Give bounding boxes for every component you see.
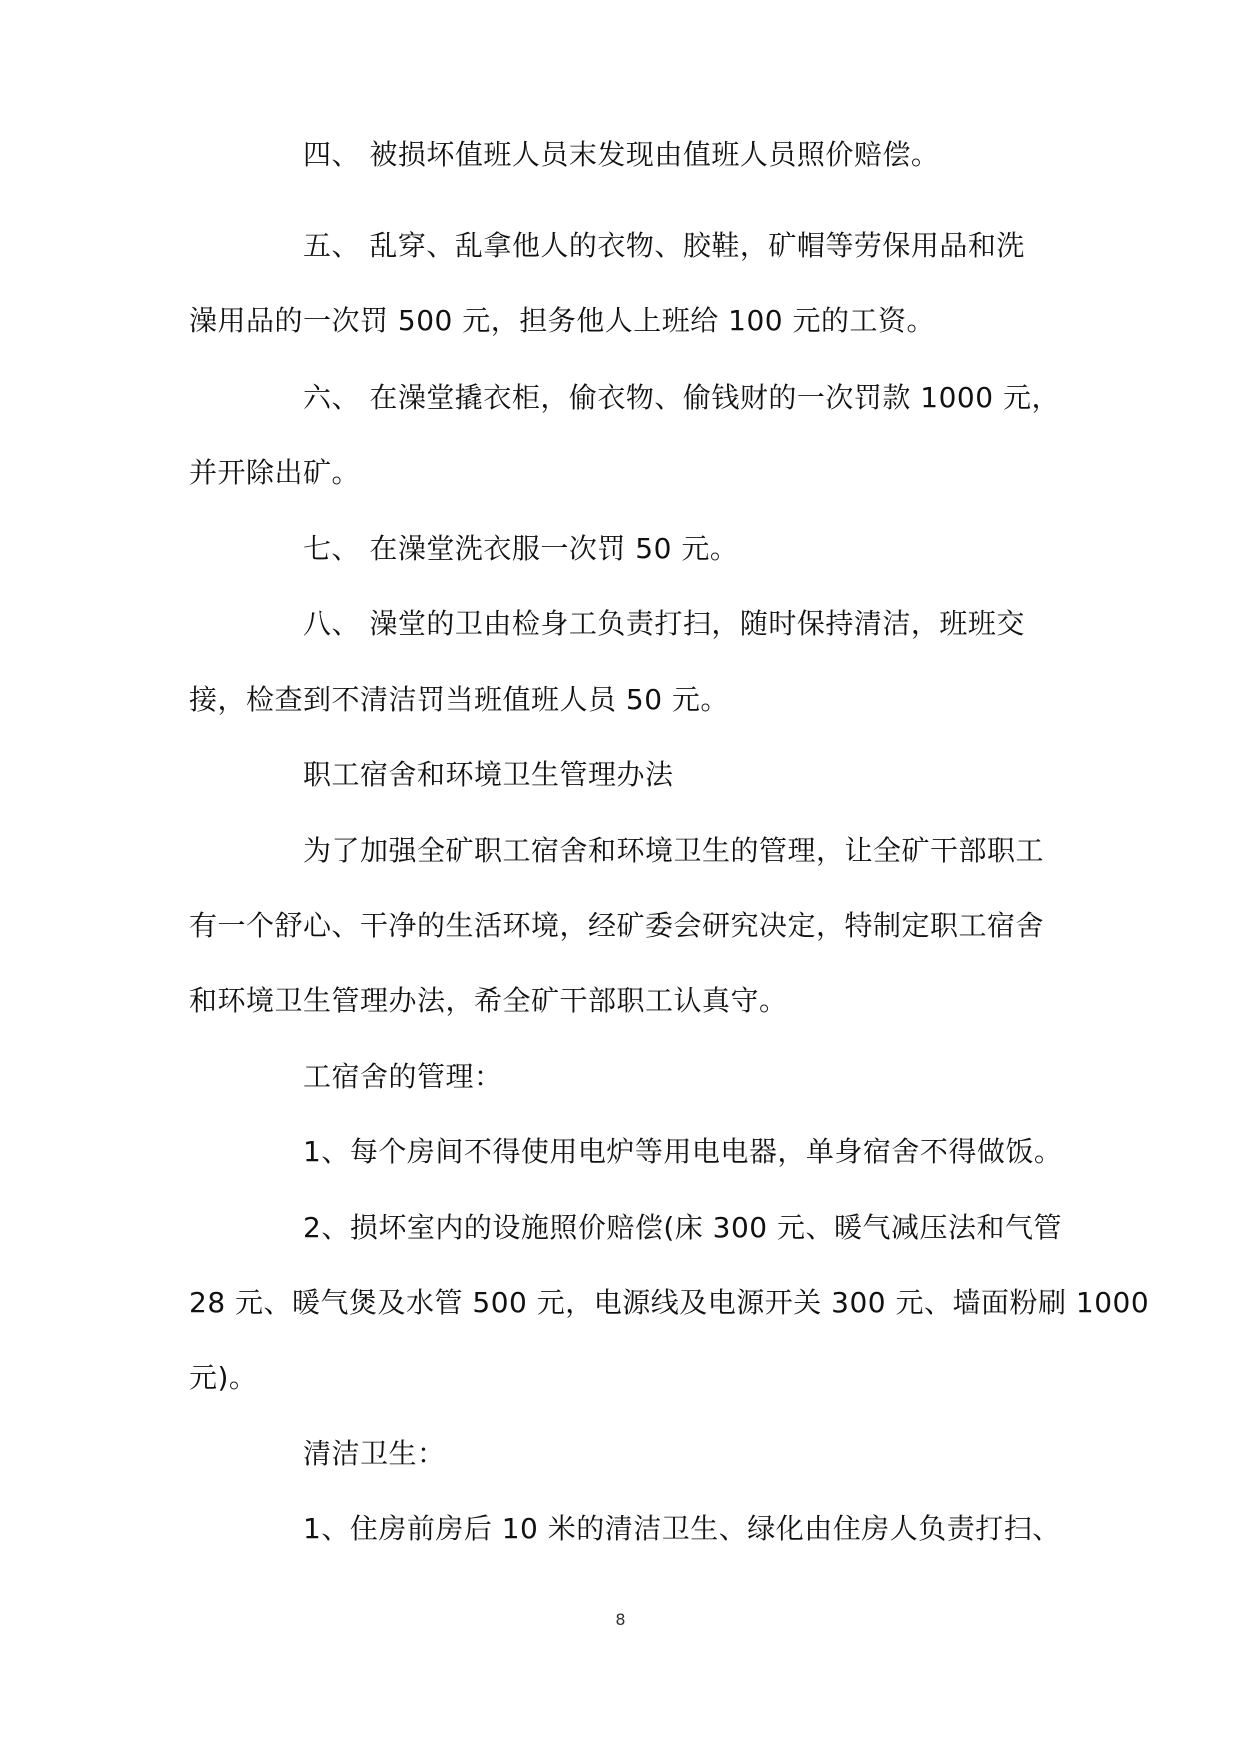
text-line: 28 元、暖气煲及水管 500 元，电源线及电源开关 300 元、墙面粉刷 1000	[189, 1286, 1150, 1319]
text-line: 2、损坏室内的设施照价赔偿(床 300 元、暖气减压法和气管	[303, 1211, 1062, 1244]
text-line: 八、 澡堂的卫由检身工负责打扫，随时保持清洁，班班交	[303, 607, 1025, 640]
text-line: 六、 在澡堂撬衣柜，偷衣物、偷钱财的一次罚款 1000 元，	[303, 381, 1060, 414]
text-line: 接，检查到不清洁罚当班值班人员 50 元。	[189, 683, 729, 716]
text-line: 澡用品的一次罚 500 元，担务他人上班给 100 元的工资。	[189, 304, 935, 337]
subsection-heading: 工宿舍的管理：	[303, 1060, 503, 1093]
text-line: 和环境卫生管理办法，希全矿干部职工认真守。	[189, 984, 788, 1017]
page-number: 8	[615, 1610, 626, 1629]
text-line: 1、每个房间不得使用电炉等用电电器，单身宿舍不得做饭。	[303, 1135, 1063, 1168]
text-line: 元)。	[189, 1361, 258, 1394]
text-line: 1、住房前房后 10 米的清洁卫生、绿化由住房人负责打扫、	[303, 1512, 1061, 1545]
text-line: 有一个舒心、干净的生活环境，经矿委会研究决定，特制定职工宿舍	[189, 909, 1045, 942]
subsection-heading: 清洁卫生：	[303, 1437, 446, 1470]
text-line: 四、 被损坏值班人员末发现由值班人员照价赔偿。	[303, 138, 940, 171]
text-line: 七、 在澡堂洗衣服一次罚 50 元。	[303, 532, 739, 565]
section-heading: 职工宿舍和环境卫生管理办法	[303, 758, 674, 791]
text-line: 五、 乱穿、乱拿他人的衣物、胶鞋，矿帽等劳保用品和洗	[303, 229, 1025, 262]
text-line: 并开除出矿。	[189, 456, 361, 489]
text-line: 为了加强全矿职工宿舍和环境卫生的管理，让全矿干部职工	[303, 834, 1045, 867]
